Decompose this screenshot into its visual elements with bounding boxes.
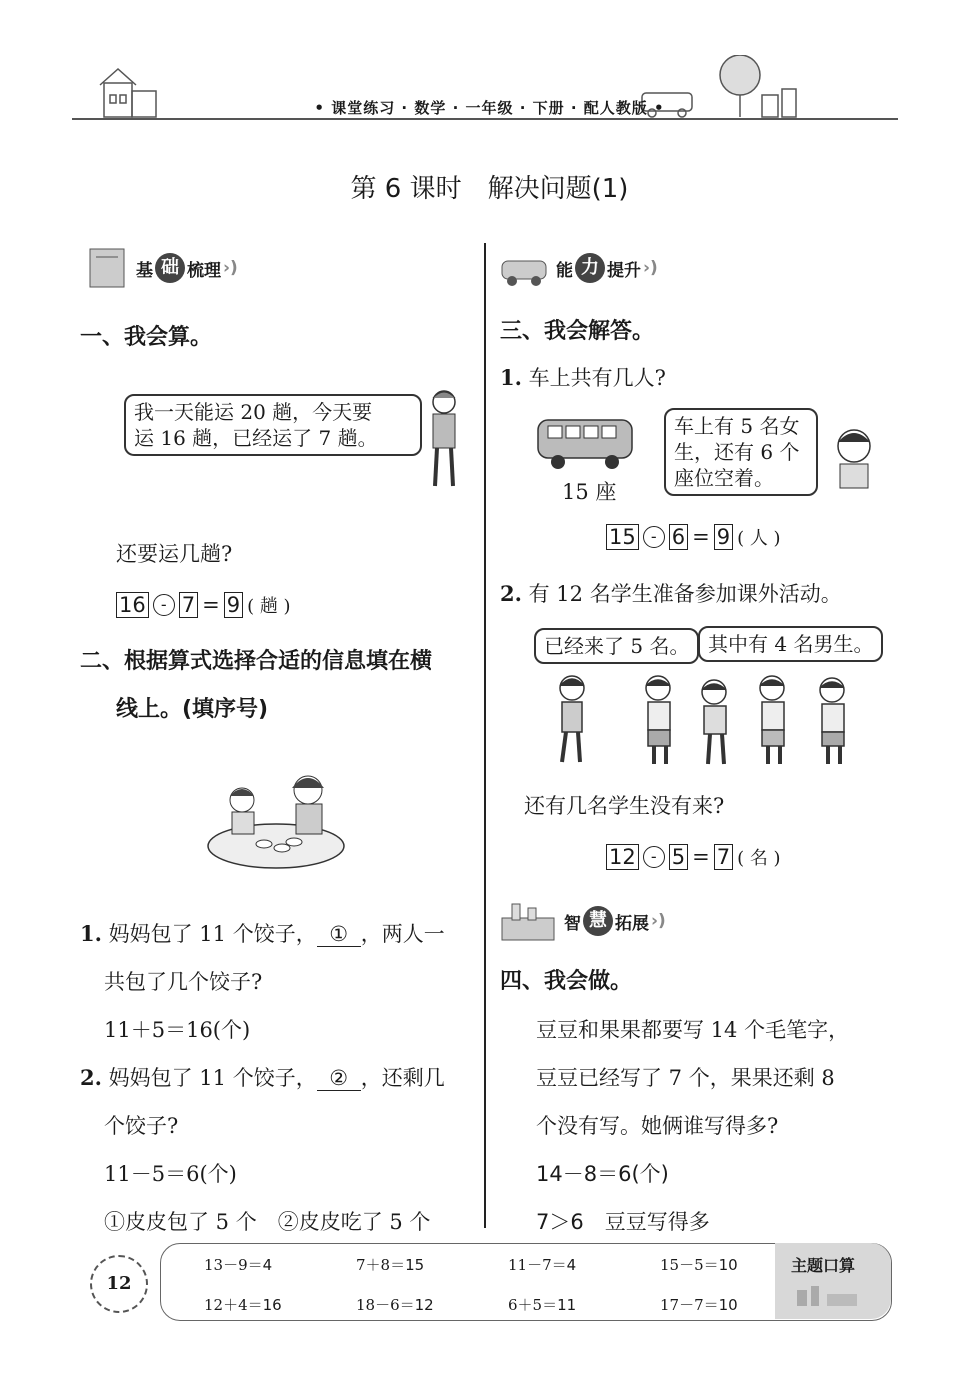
- q2-number: 2.: [500, 581, 522, 606]
- q2-answer-blank: ②: [317, 1066, 361, 1091]
- bubble-line-2: 生，还有 6 个: [674, 440, 800, 464]
- oral-calc-row-2: [204, 1294, 764, 1315]
- banner-wave-icon: ›): [223, 258, 238, 278]
- bus-seat-label: 15 座: [562, 480, 617, 504]
- banner-wave-icon: ›): [643, 258, 658, 278]
- calc-item: [660, 1254, 764, 1275]
- book-icon: [84, 245, 134, 291]
- worker-figure-icon: [420, 386, 470, 490]
- header-rule: [72, 118, 898, 120]
- q1-answer-blank: ①: [317, 922, 361, 947]
- column-divider: [484, 243, 486, 1228]
- eq-unit: ( 名 ): [737, 848, 781, 869]
- calc-item: [204, 1294, 356, 1315]
- calc-question: 13－9＝: [204, 1256, 263, 1274]
- section2-heading-line2: 线上。(填序号): [116, 697, 269, 722]
- city-book-icon: [498, 898, 562, 944]
- section1-heading: 一、我会算。: [80, 325, 213, 350]
- q1-text-b: ，两人一: [360, 922, 445, 946]
- speech-bubble-boys: 其中有 4 名男生。: [698, 626, 883, 662]
- boy-figure-icon: [826, 424, 882, 490]
- girl-figure: [560, 676, 584, 762]
- section4-answer2: 7＞6 豆豆写得多: [536, 1210, 710, 1234]
- calc-answer: 11: [557, 1296, 577, 1314]
- section2-q2-equation: 11－5＝6(个): [104, 1162, 237, 1186]
- section2-q2: [80, 1062, 445, 1092]
- eq-unit: ( 人 ): [737, 528, 781, 549]
- eq-box-c: 9: [714, 524, 733, 550]
- section3-q1-equation: [606, 524, 781, 550]
- calc-question: 6＋5＝: [508, 1296, 558, 1314]
- speech-bubble-arrived: 已经来了 5 名。: [534, 628, 699, 664]
- section4-line1: 豆豆和果果都要写 14 个毛笔字，: [536, 1018, 850, 1042]
- banner-text-2: 拓展: [615, 913, 649, 934]
- banner-wisdom: [498, 898, 666, 944]
- eq-operator: -: [153, 594, 175, 616]
- section3-q2: [500, 578, 842, 608]
- bubble-line-3: 座位空着。: [674, 466, 774, 490]
- section4-line2: 豆豆已经写了 7 个，果果还剩 8: [536, 1066, 835, 1090]
- q1-number: 1.: [80, 921, 102, 946]
- section2-options: ①皮皮包了 5 个 ②皮皮吃了 5 个: [104, 1210, 431, 1234]
- calc-item: [356, 1294, 508, 1315]
- boy-speech-bubble: [664, 408, 818, 496]
- section3-heading: 三、我会解答。: [500, 319, 655, 344]
- banner-ball: 础: [155, 253, 185, 283]
- section1-question: 还要运几趟?: [116, 542, 233, 566]
- bubble-line-1: 我一天能运 20 趟，今天要: [134, 400, 373, 424]
- banner-text-2: 梳理: [187, 260, 221, 281]
- eq-box-a: 16: [116, 592, 149, 618]
- calc-answer: 10: [718, 1296, 738, 1314]
- q1-text-a: 妈妈包了 11 个饺子，: [108, 922, 317, 946]
- calc-item: [356, 1254, 508, 1275]
- boy-figure-3: [760, 676, 784, 764]
- dumplings-table-illustration: [204, 762, 348, 874]
- banner-text-1: 基: [136, 260, 153, 281]
- calc-answer: 12: [414, 1296, 434, 1314]
- calc-question: 11－7＝: [508, 1256, 567, 1274]
- eq-operator: -: [643, 526, 665, 548]
- calc-answer: 15: [405, 1256, 425, 1274]
- section3-q1: [500, 362, 666, 392]
- q2-text-b: ，还剩几: [360, 1066, 445, 1090]
- calc-question: 7＋8＝: [356, 1256, 406, 1274]
- section2-q1-line2: 共包了几个饺子?: [104, 970, 263, 994]
- section3-q2-question: 还有几名学生没有来?: [524, 794, 725, 818]
- eq-operator: -: [643, 846, 665, 868]
- worker-speech-bubble: [124, 394, 422, 456]
- section1-equation: [116, 592, 291, 618]
- calc-item: [660, 1294, 764, 1315]
- q1-text: 车上共有几人?: [528, 366, 666, 390]
- calc-item: [508, 1254, 660, 1275]
- calc-item: [508, 1294, 660, 1315]
- section4-heading: 四、我会做。: [500, 969, 633, 994]
- eq-box-c: 9: [224, 592, 243, 618]
- eq-box-c: 7: [714, 844, 733, 870]
- eq-box-b: 6: [669, 524, 688, 550]
- calc-question: 18－6＝: [356, 1296, 415, 1314]
- calc-answer: 4: [262, 1256, 273, 1274]
- page-number: 12: [90, 1255, 148, 1313]
- banner-ball: 力: [575, 253, 605, 283]
- q1-number: 1.: [500, 365, 522, 390]
- banner-basics: [84, 245, 238, 291]
- bus-icon: [534, 414, 638, 472]
- section2-heading-line1: 二、根据算式选择合适的信息填在横: [80, 649, 433, 674]
- calc-item: [204, 1254, 356, 1275]
- section3-q2-equation: [606, 844, 781, 870]
- section2-q2-line2: 个饺子?: [104, 1114, 179, 1138]
- banner-wave-icon: ›): [651, 911, 666, 931]
- eq-equals: =: [202, 593, 220, 617]
- calc-question: 12＋4＝: [204, 1296, 263, 1314]
- eq-box-a: 12: [606, 844, 639, 870]
- section4-line3: 个没有写。她俩谁写得多?: [536, 1114, 779, 1138]
- calc-answer: 4: [566, 1256, 577, 1274]
- calc-question: 15－5＝: [660, 1256, 719, 1274]
- skyline-icon: [787, 1282, 877, 1308]
- banner-text-1: 智: [564, 913, 581, 934]
- students-illustration: [546, 670, 866, 770]
- banner-ability: [498, 245, 658, 291]
- eq-box-b: 5: [669, 844, 688, 870]
- bubble-line-1: 车上有 5 名女: [674, 414, 800, 438]
- boy-figure-2: [702, 680, 726, 764]
- eq-box-b: 7: [179, 592, 198, 618]
- calc-question: 17－7＝: [660, 1296, 719, 1314]
- oral-calc-tag: [775, 1243, 891, 1319]
- eq-equals: =: [692, 525, 710, 549]
- boy-figure-1: [646, 676, 670, 764]
- section2-q1: [80, 918, 445, 948]
- lesson-title: 第 6 课时 解决问题(1): [350, 174, 629, 204]
- banner-text-2: 提升: [607, 260, 641, 281]
- oral-calc-row-1: [204, 1254, 764, 1275]
- q2-text-a: 妈妈包了 11 个饺子，: [108, 1066, 317, 1090]
- section2-q1-equation: 11＋5＝16(个): [104, 1018, 251, 1042]
- calc-answer: 16: [262, 1296, 282, 1314]
- series-label: • 课堂练习 · 数学 · 一年级 · 下册 · 配人教版 •: [314, 99, 665, 117]
- boy-figure-4: [820, 678, 844, 764]
- calc-answer: 10: [718, 1256, 738, 1274]
- q2-text: 有 12 名学生准备参加课外活动。: [528, 582, 842, 606]
- section4-answer1: 14－8＝6(个): [536, 1162, 669, 1186]
- banner-ball: 慧: [583, 906, 613, 936]
- eq-box-a: 15: [606, 524, 639, 550]
- eq-unit: ( 趟 ): [247, 596, 291, 617]
- bubble-line-2: 运 16 趟，已经运了 7 趟。: [134, 426, 378, 450]
- car-icon: [498, 245, 554, 291]
- q2-number: 2.: [80, 1065, 102, 1090]
- oral-calc-label: 主题口算: [791, 1256, 856, 1275]
- eq-equals: =: [692, 845, 710, 869]
- banner-text-1: 能: [556, 260, 573, 281]
